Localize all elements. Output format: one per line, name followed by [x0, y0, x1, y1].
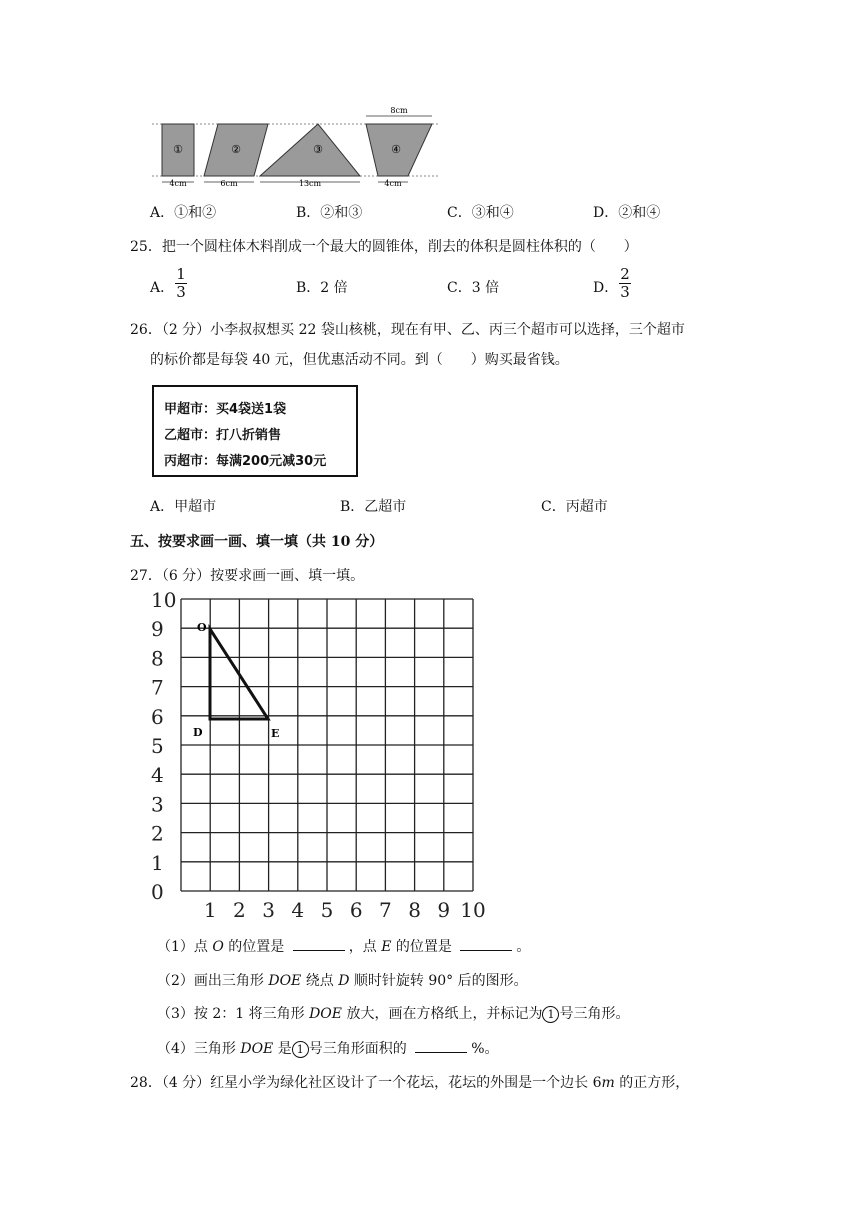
q24-option-a: A．①和② [150, 205, 217, 221]
sub3-doe: DOE [309, 1006, 342, 1022]
y-tick-label: 7 [151, 675, 164, 700]
x-tick-label: 7 [379, 898, 392, 922]
q24-option-b: B．②和③ [296, 205, 363, 221]
sub4-text-b: 是 [273, 1041, 292, 1057]
answer-blank-o-position[interactable] [293, 938, 345, 951]
point-o-label: O [197, 621, 207, 634]
q25-stem: 25．把一个圆柱体木料削成一个最大的圆锥体，削去的体积是圆柱体积的（ ） [130, 239, 638, 255]
x-tick-label: 10 [460, 898, 486, 922]
shape-3 [260, 124, 360, 176]
x-tick-label: 8 [408, 898, 421, 922]
dim-13cm: 13cm [298, 179, 322, 188]
section-5-heading: 五、按要求画一画、填一填（共 10 分） [130, 534, 384, 550]
sub1-text-b: 的位置是 [223, 939, 289, 955]
sub3-text-c: 号三角形。 [559, 1006, 630, 1022]
q24-shapes-figure [150, 104, 440, 194]
shape-4-label: ④ [391, 143, 401, 156]
x-tick-label: 2 [233, 898, 246, 922]
circled-1-icon: 1 [542, 1006, 559, 1023]
sub1-text-d: 的位置是 [391, 939, 457, 955]
q27-sub3 [157, 1003, 629, 1023]
q25-option-d-fraction [619, 267, 631, 300]
q28-text-b: 的正方形， [614, 1075, 690, 1091]
x-tick-label: 6 [349, 898, 363, 922]
x-tick-label: 4 [291, 898, 305, 922]
q26-line1: 26．（2 分）小李叔叔想买 22 袋山核桃，现在有甲、乙、丙三个超市可以选择，三个超市 [130, 322, 685, 338]
q24-option-d: D．②和④ [593, 205, 661, 221]
sub1-point-e: E [381, 939, 392, 955]
sub1-text-c: ，点 [348, 939, 382, 955]
q26-option-b: B．乙超市 [340, 499, 407, 515]
dim-4cm-a: 4cm [169, 179, 187, 188]
sub4-text-d: %。 [471, 1041, 499, 1057]
fraction-numerator: 1 [176, 265, 186, 283]
answer-blank-e-position[interactable] [460, 938, 512, 951]
q28-text-a: 28．（4 分）红星小学为绿化社区设计了一个花坛，花坛的外围是一个边长 6 [130, 1075, 602, 1091]
q28-stem [130, 1072, 689, 1092]
sub1-text-a: （1）点 [157, 939, 213, 955]
fraction-denominator: 3 [620, 283, 630, 301]
y-tick-label: 4 [151, 763, 164, 788]
sub2-doe: DOE [268, 973, 302, 989]
sub1-point-o: O [212, 939, 224, 955]
q26-option-a: A．甲超市 [150, 499, 217, 515]
q28-unit-m: m [601, 1075, 615, 1091]
answer-blank-area-percent[interactable] [415, 1040, 467, 1053]
fraction-numerator: 2 [620, 265, 630, 283]
y-tick-label: 1 [151, 850, 164, 875]
promo-jia: 甲超市：买4袋送1袋 [164, 402, 287, 417]
sub2-text-b: 绕点 [301, 973, 339, 989]
y-tick-label: 6 [151, 704, 164, 729]
q27-sub2 [157, 970, 528, 990]
promo-yi: 乙超市：打八折销售 [164, 428, 282, 443]
circled-1-icon: 1 [292, 1041, 309, 1058]
y-tick-label: 9 [151, 617, 164, 642]
q25-option-a-prefix: A． [150, 280, 175, 296]
q27-grid-figure [145, 590, 490, 925]
dim-6cm: 6cm [220, 179, 238, 188]
x-tick-label: 3 [262, 898, 275, 922]
promo-bing: 丙超市：每满200元减30元 [164, 454, 327, 469]
dim-4cm-b: 4cm [384, 179, 402, 188]
fraction-denominator: 3 [176, 283, 186, 301]
sub1-text-e: 。 [516, 939, 531, 955]
y-tick-label: 3 [151, 792, 164, 817]
x-tick-label: 1 [203, 898, 217, 922]
dim-8cm: 8cm [390, 106, 408, 115]
y-tick-label: 8 [151, 646, 164, 671]
point-d-label: D [193, 726, 203, 739]
sub4-doe: DOE [240, 1041, 274, 1057]
sub3-text-b: 放大，画在方格纸上，并标记为 [342, 1006, 543, 1022]
q27-sub4 [157, 1038, 499, 1058]
sub4-text-c: 号三角形面积的 [308, 1041, 412, 1057]
sub2-text-a: （2）画出三角形 [157, 973, 269, 989]
q25-option-b: B．2 倍 [296, 280, 348, 296]
y-tick-label: 2 [151, 821, 164, 846]
q27-stem: 27．（6 分）按要求画一画、填一填。 [130, 568, 365, 584]
q26-promo-box [152, 385, 358, 477]
q25-option-d-prefix: D． [593, 280, 619, 296]
q25-option-c: C．3 倍 [447, 280, 500, 296]
shape-3-label: ③ [313, 143, 323, 156]
q24-option-c: C．③和④ [447, 205, 514, 221]
q26-line2: 的标价都是每袋 40 元，但优惠活动不同。到（ ）购买最省钱。 [150, 352, 569, 368]
point-e-label: E [271, 727, 280, 740]
q27-sub1 [157, 936, 530, 956]
sub4-text-a: （4）三角形 [157, 1041, 241, 1057]
x-tick-label: 9 [437, 898, 451, 922]
shape-1-label: ① [173, 143, 183, 156]
sub2-point-d: D [338, 973, 350, 989]
y-tick-label: 0 [151, 880, 164, 904]
q26-option-c: C．丙超市 [541, 499, 608, 515]
y-tick-label: 10 [151, 590, 177, 612]
q25-option-a-fraction [175, 267, 187, 300]
x-tick-label: 5 [320, 898, 334, 922]
sub3-text-a: （3）按 2：1 将三角形 [157, 1006, 310, 1022]
y-tick-label: 5 [151, 734, 164, 758]
shape-2-label: ② [231, 143, 241, 156]
sub2-text-c: 顺时针旋转 90° 后的图形。 [349, 973, 528, 989]
